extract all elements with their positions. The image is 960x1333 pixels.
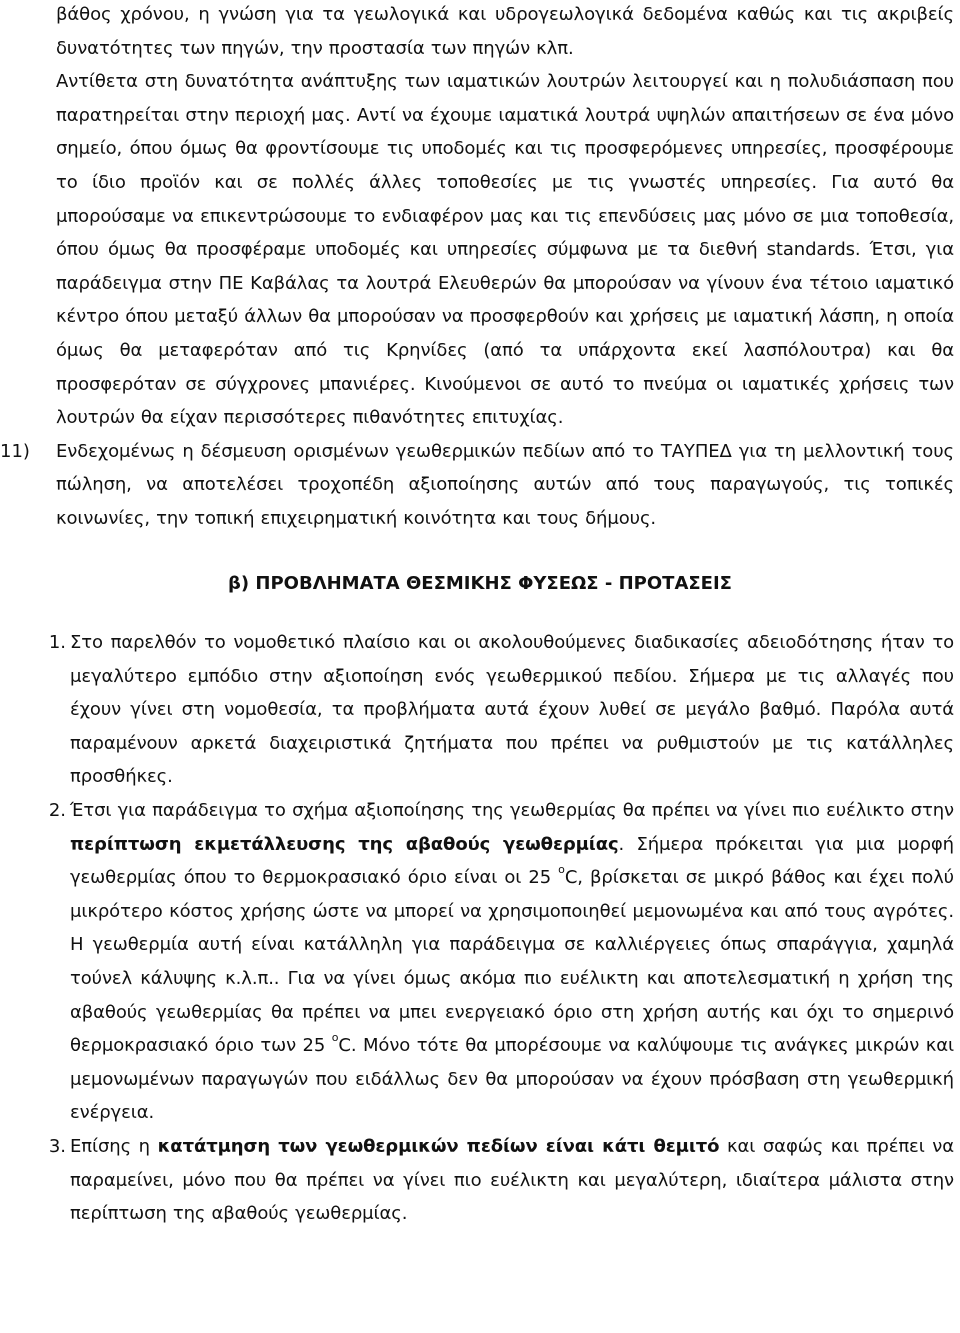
list-item-text [70,1130,954,1231]
bold-phrase: περίπτωση εκμετάλλευσης της αβαθούς γεωθερμίας [70,833,619,855]
text-segment: C, βρίσκεται σε μικρό βάθος και έχει πολύ μικρότερο κόστος χρήσης ώστε να μπορεί να χρησιμοποιηθεί μεμονωμένα και από τους αγρότες. Η γεωθερμία αυτή είναι κατάλληλη για παράδειγμα σε καλλιέργειες όπως σπαράγγια, χαμηλά τούνελ κάλυψης κ.λ.π.. Για να γίνει όμως ακόμα πιο ευέλικτη και αποτελεσματική η χρήση της αβαθούς γεωθερμίας θα πρέπει να μπει ενεργειακό όριο στη χρήση αυτής και όχι το σημερινό θερμοκρασιακό όριο των 25 [70,867,954,1057]
text-segment: . Σήμερα πρόκειται για μια μορφή γεωθερμίας όπου το θερμοκρασιακό όριο είναι οι 25 [70,833,954,889]
bold-phrase: κατάτμηση των γεωθερμικών πεδίων είναι κάτι θεμιτό [157,1136,720,1157]
list-item-3 [48,1130,955,1231]
list-item-number: 1. [48,632,66,654]
proposals-list [48,626,955,1231]
list-item-text [70,794,954,1130]
list-item-11 [0,435,954,536]
list-item-number: 2. [48,800,66,822]
degree-superscript: o [558,863,565,877]
degree-superscript: o [331,1031,339,1045]
list-item-text: Στο παρελθόν το νομοθετικό πλαίσιο και οι ακολουθούμενες διαδικασίες αδειοδότησης ήταν το μεγαλύτερο εμπόδιο στην αξιοποίηση ενός γεωθερμικού πεδίου. Σήμερα με τις αλλαγές που έχουν γίνει στη νομοθεσία, τα προβλήματα αυτά έχουν λυθεί σε μεγάλο βαθμό. Παρόλα αυτά παραμένουν αρκετά διαχειριστικά ζητήματα που πρέπει να ρυθμιστούν με τις κατάλληλες προσθήκες. [70,632,954,788]
list-item-number: 3. [48,1136,66,1157]
list-item-2 [48,794,955,1130]
list-item-1 [48,626,954,794]
list-item-text: Ενδεχομένως η δέσμευση ορισμένων γεωθερμικών πεδίων από το ΤΑΥΠΕΔ για τη μελλοντική τους πώληση, να αποτελέσει τροχοπέδη αξιοποίησης αυτών από τους παραγωγούς, τις τοπικές κοινωνίες, την τοπική επιχειρηματική κοινότητα και τους δήμους. [56,440,954,529]
text-segment: και σαφώς και πρέπει να παραμείνει, μόνο που θα πρέπει να γίνει πιο ευέλικτη και μεγαλύτερη, ιδιαίτερα μάλιστα στην περίπτωση της αβαθούς γεωθερμίας. [70,1136,955,1225]
text-segment: C. Μόνο τότε θα μπορέσουμε να καλύψουμε τις ανάγκες μικρών και μεμονωμένων παραγωγών που ειδάλλως δεν θα μπορούσαν να έχουν πρόσβαση στη γεωθερμική ενέργεια. [70,1035,955,1124]
text-segment: Επίσης η [70,1136,158,1157]
continuation-paragraph-2: Αντίθετα στη δυνατότητα ανάπτυξης των ιαματικών λουτρών λειτουργεί και η πολυδιάσπαση που παρατηρείται στην περιοχή μας. Αντί να έχουμε ιαματικά λουτρά υψηλών απαιτήσεων σε ένα μόνο σημείο, όπου όμως θα φροντίσουμε τις υποδομές και τις προσφερόμενες υπηρεσίες, προσφέρουμε το ίδιο προϊόν και σε πολλές άλλες τοποθεσίες με τις γνωστές υπηρεσίες. Για αυτό θα μπορούσαμε να επικεντρώσουμε το ενδιαφέρον μας και τις επενδύσεις μας μόνο σε μια τοποθεσία, όπου όμως θα προσφέραμε υποδομές και υπηρεσίες σύμφωνα με τα διεθνή standards. Έτσι, για παράδειγμα στην ΠΕ Καβάλας τα λουτρά Ελευθερών θα μπορούσαν να γίνουν ένα τέτοιο ιαματικό κέντρο όπου μεταξύ άλλων θα μπορούσαν να προσφερθούν και χρήσεις με ιαματική λάσπη, η οποία όμως θα μεταφερόταν από τις Κρηνίδες (από τα υπάρχοντα εκεί λασπόλουτρα) και θα προσφερόταν σε σύγχρονες μπανιέρες. Κινούμενοι σε αυτό το πνεύμα οι ιαματικές χρήσεις των λουτρών θα είχαν περισσότερες πιθανότητες επιτυχίας. [56,71,954,429]
continuation-paragraph-1: βάθος χρόνου, η γνώση για τα γεωλογικά και υδρογεωλογικά δεδομένα καθώς και τις ακριβείς δυνατότητες των πηγών, την προστασία των πηγών κλπ. [56,4,954,59]
section-heading: β) ΠΡΟΒΛΗΜΑΤΑ ΘΕΣΜΙΚΗΣ ΦΥΣΕΩΣ - ΠΡΟΤΑΣΕΙΣ [228,572,732,594]
text-segment: Έτσι για παράδειγμα το σχήμα αξιοποίησης της γεωθερμίας θα πρέπει να γίνει πιο ευέλικτο στην [70,800,954,822]
list-item-number: 11) [0,440,30,462]
